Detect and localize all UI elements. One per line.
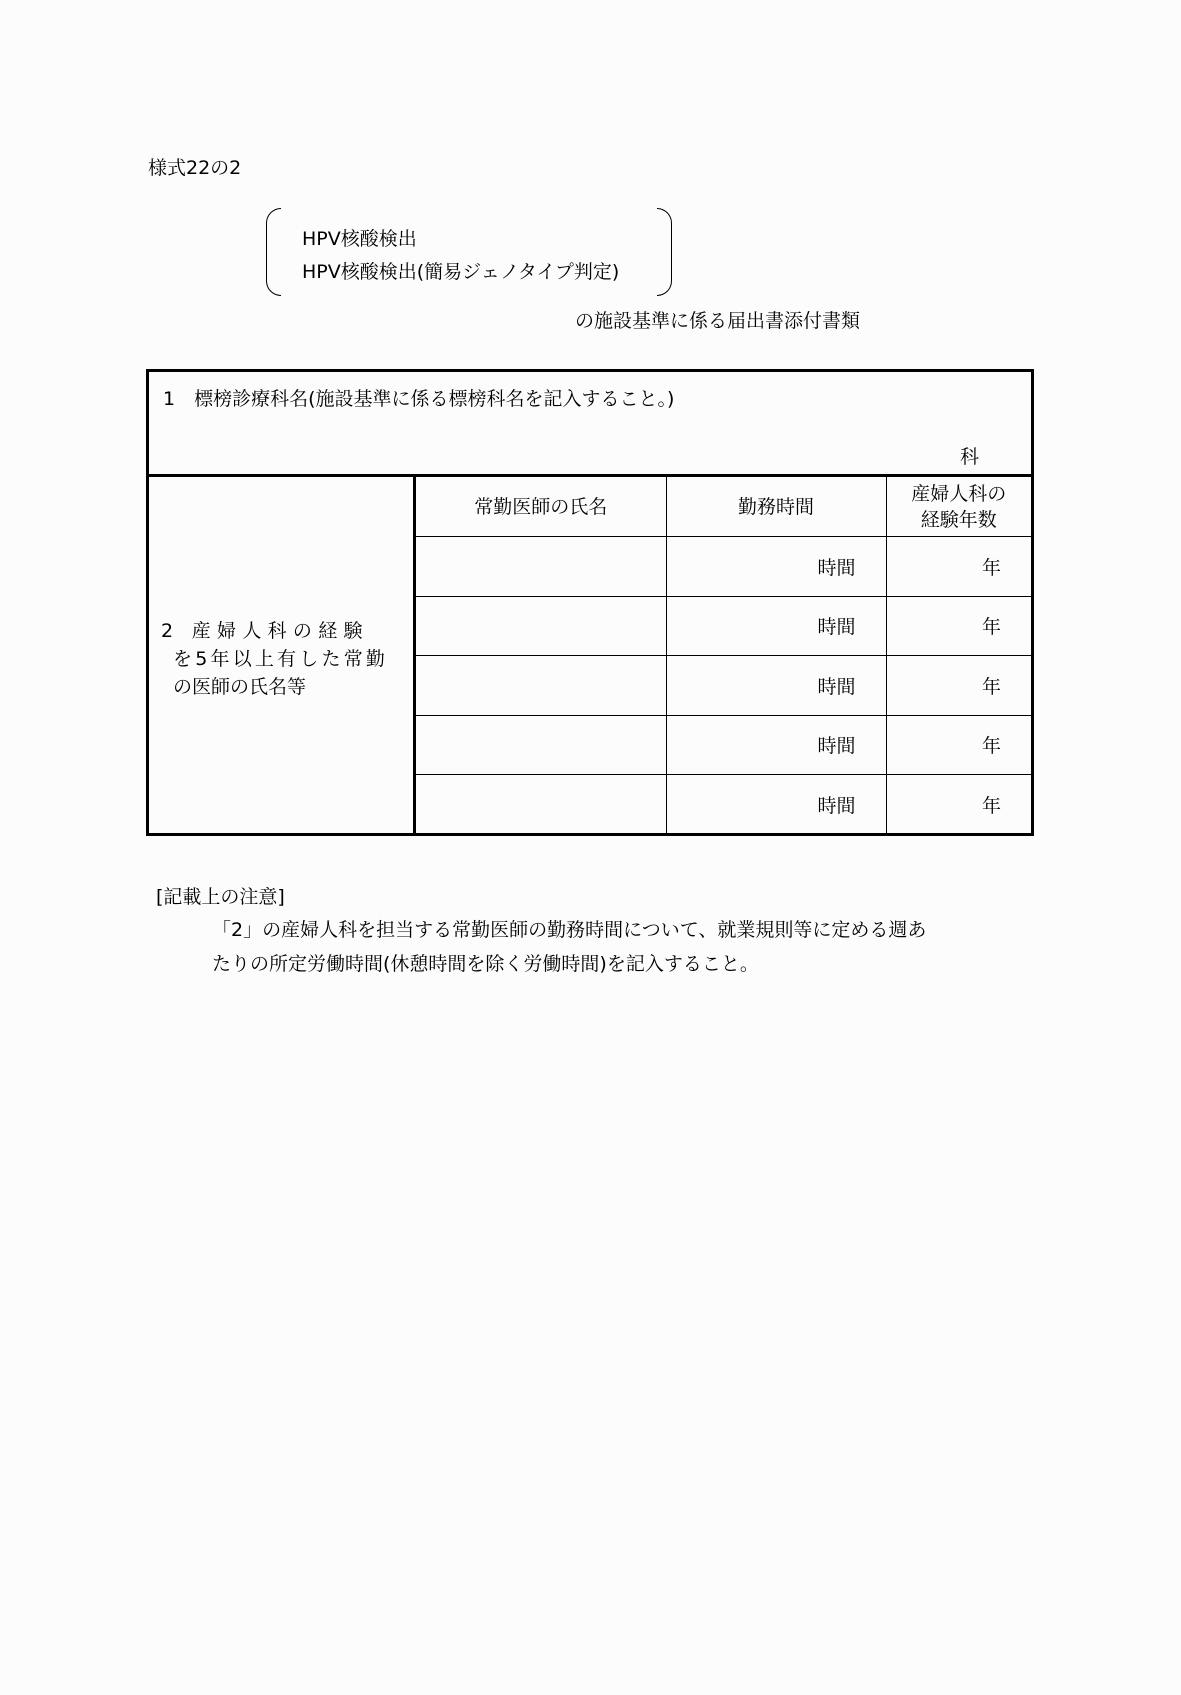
right-bracket xyxy=(657,208,672,296)
experience-years-cell[interactable]: 年 xyxy=(886,775,1031,834)
test-item-1: HPV核酸検出 xyxy=(302,228,417,250)
work-hours-cell[interactable]: 時間 xyxy=(666,656,886,716)
experience-years-cell[interactable]: 年 xyxy=(886,656,1031,716)
test-item-2: HPV核酸検出(簡易ジェノタイプ判定) xyxy=(302,261,620,283)
section2-label-cell xyxy=(149,477,416,833)
notes-body xyxy=(212,913,1042,981)
physician-grid xyxy=(416,477,1031,833)
table-row xyxy=(416,775,1031,834)
col-header-years xyxy=(886,477,1031,537)
document-title: の施設基準に係る届出書添付書類 xyxy=(575,310,861,332)
section2-label-line2: を5年以上有した常勤 xyxy=(173,648,389,670)
form-table xyxy=(146,369,1034,836)
notes-title: [記載上の注意] xyxy=(156,886,285,908)
physician-name-cell[interactable] xyxy=(416,715,666,775)
left-bracket xyxy=(266,208,281,296)
experience-years-cell[interactable]: 年 xyxy=(886,715,1031,775)
experience-years-cell[interactable]: 年 xyxy=(886,537,1031,597)
table-row xyxy=(416,715,1031,775)
work-hours-cell[interactable]: 時間 xyxy=(666,596,886,656)
experience-years-cell[interactable]: 年 xyxy=(886,596,1031,656)
col-header-years-line1: 産婦人科の xyxy=(911,482,1007,505)
table-row xyxy=(416,537,1031,597)
physician-name-cell[interactable] xyxy=(416,656,666,716)
table-row xyxy=(416,656,1031,716)
work-hours-cell[interactable]: 時間 xyxy=(666,537,886,597)
physician-name-cell[interactable] xyxy=(416,775,666,834)
notes-line2: たりの所定労働時間(休憩時間を除く労働時間)を記入すること。 xyxy=(212,953,759,975)
work-hours-cell[interactable]: 時間 xyxy=(666,775,886,834)
col-header-hours: 勤務時間 xyxy=(666,477,886,537)
section2-label xyxy=(161,617,411,701)
table-row xyxy=(416,596,1031,656)
col-header-name: 常勤医師の氏名 xyxy=(416,477,666,537)
section1-department[interactable] xyxy=(149,372,1031,477)
section2-label-line3: の医師の氏名等 xyxy=(173,676,307,698)
section2-label-line1: 2 産婦人科の経験 xyxy=(161,620,369,642)
section1-unit: 科 xyxy=(959,446,979,468)
physician-name-cell[interactable] xyxy=(416,596,666,656)
notes-line1: 「2」の産婦人科を担当する常勤医師の勤務時間について、就業規則等に定める週あ xyxy=(212,919,927,941)
physician-name-cell[interactable] xyxy=(416,537,666,597)
form-number: 様式22の2 xyxy=(148,157,242,179)
grid-header-row xyxy=(416,477,1031,537)
section1-label: 1 標榜診療科名(施設基準に係る標榜科名を記入すること。) xyxy=(163,388,675,410)
col-header-years-line2: 経験年数 xyxy=(920,508,997,531)
work-hours-cell[interactable]: 時間 xyxy=(666,715,886,775)
